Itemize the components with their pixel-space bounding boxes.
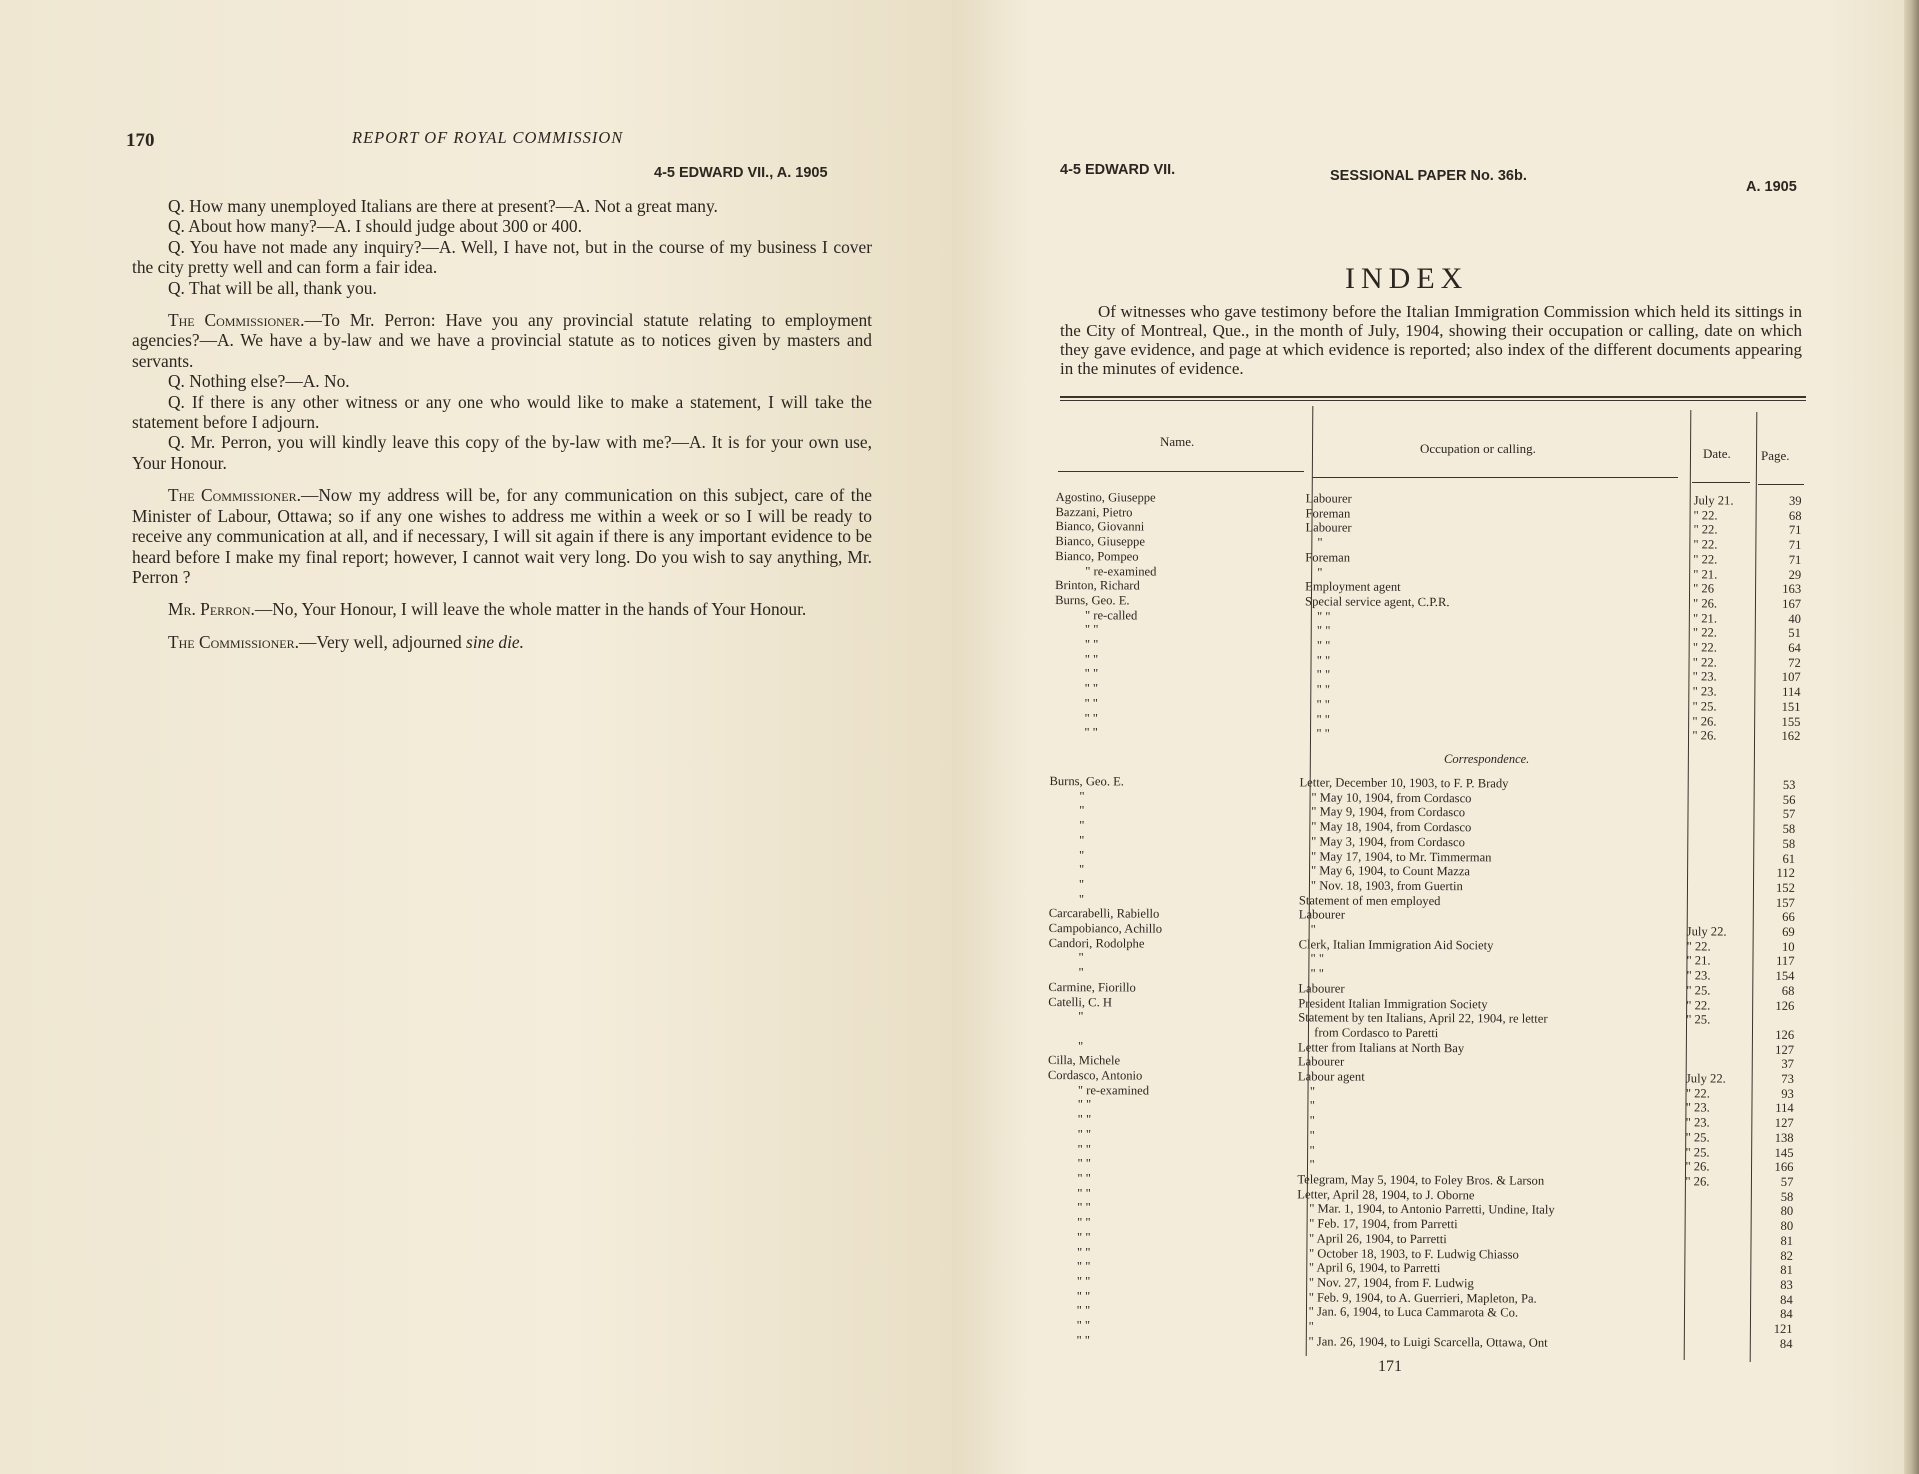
cell-occupation: " " <box>1316 667 1331 682</box>
cell-name: Brinton, Richard <box>1055 578 1140 593</box>
cell-name: " <box>1079 788 1085 803</box>
cell-occupation: from Cordasco to Paretti <box>1314 1025 1439 1041</box>
cell-page: 126 <box>1775 998 1795 1013</box>
cell-occupation: " May 3, 1904, from Cordasco <box>1311 834 1465 850</box>
cell-date: " 23. <box>1692 684 1717 699</box>
cell-page: 166 <box>1774 1160 1794 1175</box>
testimony-paragraph: Q. That will be all, thank you. <box>168 277 377 298</box>
cell-name: " <box>1078 1009 1084 1024</box>
cell-date: " 22. <box>1693 537 1718 552</box>
cell-name: Catelli, C. H <box>1048 994 1113 1009</box>
cell-occupation: " Jan. 6, 1904, to Luca Cammarota & Co. <box>1308 1304 1519 1320</box>
cell-name: " " <box>1077 1097 1092 1112</box>
cell-occupation: " " <box>1316 623 1331 638</box>
cell-name: Carmine, Fiorillo <box>1048 979 1136 995</box>
testimony-paragraph: Q. If there is any other witness or any one who would like to make a statement, I will take the statement before I adjourn. <box>132 391 872 433</box>
cell-date: " 26 <box>1693 581 1715 596</box>
cell-page: 68 <box>1781 983 1795 998</box>
cell-occupation: Special service agent, C.P.R. <box>1305 594 1450 610</box>
cell-page: 127 <box>1775 1042 1795 1057</box>
cell-date <box>1681 880 1751 895</box>
cell-occupation: " April 26, 1904, to Parretti <box>1309 1231 1447 1246</box>
cell-page: 84 <box>1779 1336 1793 1351</box>
left-edition-line: 4-5 EDWARD VII., A. 1905 <box>654 165 828 181</box>
page-edge <box>1904 0 1919 1474</box>
cell-name: Cilla, Michele <box>1047 1053 1121 1068</box>
cell-occupation: Letter, December 10, 1903, to F. P. Brady <box>1299 775 1509 791</box>
cell-occupation: " <box>1309 1084 1316 1099</box>
cell-occupation: Labourer <box>1305 520 1352 535</box>
cell-page: 58 <box>1780 1189 1794 1204</box>
cell-occupation: " <box>1310 922 1316 937</box>
cell-page: 145 <box>1774 1145 1794 1160</box>
cell-name: " " <box>1077 1112 1092 1127</box>
cell-name: " <box>1079 803 1085 818</box>
cell-date: " 22. <box>1693 522 1718 537</box>
cell-name: " " <box>1076 1332 1091 1347</box>
cell-occupation: " May 6, 1904, to Count Mazza <box>1310 863 1471 879</box>
cell-page: 112 <box>1776 866 1796 881</box>
cell-date <box>1679 1248 1749 1263</box>
cell-date <box>1679 1263 1749 1278</box>
header-underline <box>1758 484 1804 485</box>
cell-page: 81 <box>1780 1263 1793 1278</box>
cell-page: 37 <box>1781 1057 1795 1072</box>
cell-occupation: Statement of men employed <box>1298 892 1441 908</box>
cell-date <box>1679 1218 1749 1233</box>
cell-date <box>1680 1057 1750 1072</box>
cell-page: 162 <box>1781 729 1801 744</box>
cell-name: " re-called <box>1084 607 1138 623</box>
header-underline <box>1312 477 1678 478</box>
cell-page: 71 <box>1788 537 1802 553</box>
cell-occupation: " Feb. 17, 1904, from Parretti <box>1309 1216 1458 1232</box>
cell-page: 114 <box>1775 1101 1794 1116</box>
cell-name: " <box>1079 847 1085 862</box>
cell-page: 40 <box>1788 611 1802 626</box>
cell-occupation: " Mar. 1, 1904, to Antonio Parretti, Undine, Italy <box>1309 1201 1555 1218</box>
cell-date: " 23. <box>1692 669 1717 684</box>
cell-name: " " <box>1077 1171 1091 1186</box>
cell-occupation: " " <box>1316 653 1331 668</box>
header-underline <box>1058 471 1304 472</box>
cell-name: " " <box>1077 1127 1092 1142</box>
cell-occupation: Labourer <box>1298 981 1345 996</box>
cell-date: " 21. <box>1686 953 1711 968</box>
cell-occupation: " <box>1309 1142 1315 1158</box>
cell-name: Agostino, Giuseppe <box>1055 490 1156 505</box>
cell-page: 117 <box>1776 954 1795 969</box>
cell-date: July 22. <box>1686 924 1727 939</box>
witness-table <box>1054 490 1803 744</box>
speaker-commissioner: The Commissioner. <box>168 631 299 652</box>
cell-page: 73 <box>1781 1071 1794 1087</box>
cell-occupation: " May 10, 1904, from Cordasco <box>1311 790 1472 805</box>
cell-page: 82 <box>1780 1248 1794 1263</box>
cell-date <box>1679 1292 1749 1307</box>
cell-page: 167 <box>1782 596 1802 611</box>
cell-name: " " <box>1077 1141 1092 1156</box>
testimony-paragraph <box>132 599 872 619</box>
cell-date: " 22. <box>1685 1086 1710 1101</box>
cell-occupation: " Feb. 9, 1904, to A. Guerrieri, Mapleton, Pa. <box>1308 1290 1537 1306</box>
index-title: INDEX <box>1345 262 1469 295</box>
cell-occupation: " " <box>1316 682 1331 697</box>
cell-date <box>1681 895 1751 910</box>
cell-date: " 22. <box>1692 655 1717 670</box>
cell-page: 56 <box>1782 792 1796 807</box>
cell-page: 84 <box>1780 1292 1793 1307</box>
cell-page: 126 <box>1775 1027 1795 1042</box>
cell-date <box>1681 851 1751 866</box>
cell-name: Campobianco, Achillo <box>1048 921 1163 936</box>
cell-page: 53 <box>1782 777 1796 792</box>
testimony-paragraph <box>132 310 872 371</box>
cell-date <box>1681 836 1751 851</box>
testimony-paragraph: Q. Mr. Perron, you will kindly leave this copy of the by-law with me?—A. It is for your own use, Your Honour. <box>132 432 872 473</box>
cell-name: Candori, Rodolphe <box>1048 935 1145 951</box>
cell-page: 80 <box>1780 1218 1794 1234</box>
col-header-name: Name. <box>1160 434 1195 449</box>
cell-occupation: " <box>1309 1113 1315 1128</box>
cell-name: " " <box>1076 1259 1091 1274</box>
sine-die: sine die. <box>466 631 525 652</box>
cell-date: " 26. <box>1685 1174 1710 1189</box>
cell-name: " <box>1079 833 1085 848</box>
cell-date: July 21. <box>1693 493 1734 508</box>
cell-date: " 26. <box>1692 728 1717 743</box>
cell-name: Bianco, Pompeo <box>1055 548 1139 564</box>
cell-page: 69 <box>1782 924 1795 939</box>
right-page-number: 171 <box>1378 1358 1402 1375</box>
cell-occupation: " May 17, 1904, to Mr. Timmerman <box>1311 848 1492 864</box>
cell-occupation: Labourer <box>1298 907 1345 922</box>
cell-name: " " <box>1077 1229 1091 1245</box>
cell-name: " <box>1078 1038 1084 1053</box>
cell-name: Bazzani, Pietro <box>1055 504 1133 520</box>
correspondence-heading: Correspondence. <box>1444 752 1530 766</box>
cell-name: " " <box>1084 725 1098 740</box>
cell-date <box>1681 807 1751 822</box>
cell-occupation: Telegram, May 5, 1904, to Foley Bros. & Larson <box>1297 1172 1545 1188</box>
cell-occupation: Letter from Italians at North Bay <box>1298 1040 1465 1055</box>
cell-page: 138 <box>1774 1130 1794 1145</box>
cell-occupation: " October 18, 1903, to F. Ludwig Chiasso <box>1308 1245 1519 1262</box>
cell-name: " <box>1078 950 1084 965</box>
cell-date: " 25. <box>1685 1130 1710 1145</box>
cell-page: 84 <box>1780 1307 1793 1322</box>
cell-date <box>1679 1277 1749 1292</box>
cell-occupation: " " <box>1310 966 1324 981</box>
cell-date: " 22. <box>1693 552 1718 567</box>
cell-name: Burns, Geo. E. <box>1049 774 1125 789</box>
cell-date <box>1681 777 1751 792</box>
cell-name: " " <box>1084 666 1099 681</box>
cell-page: 121 <box>1773 1321 1793 1336</box>
cell-date: " 22. <box>1692 625 1718 640</box>
left-page-number: 170 <box>126 130 155 151</box>
cell-name: " " <box>1077 1156 1091 1171</box>
cell-name: Cordasco, Antonio <box>1047 1068 1143 1083</box>
header-rule <box>1060 396 1806 401</box>
cell-page: 83 <box>1780 1277 1793 1292</box>
cell-name: " " <box>1076 1274 1091 1289</box>
testimony-paragraph: Q. About how many?—A. I should judge about 300 or 400. <box>168 216 582 237</box>
cell-name: " " <box>1084 637 1099 652</box>
testimony-paragraph: Q. Nothing else?—A. No. <box>168 371 350 392</box>
cell-page: 57 <box>1780 1174 1794 1189</box>
cell-name: " <box>1078 891 1085 906</box>
cell-occupation: Statement by ten Italians, April 22, 1904, re letter <box>1298 1010 1548 1026</box>
cell-occupation: " Nov. 27, 1904, from F. Ludwig <box>1308 1275 1474 1291</box>
cell-name: " re-examined <box>1085 563 1157 579</box>
cell-date: " 22. <box>1686 939 1711 954</box>
cell-page: 68 <box>1788 508 1802 523</box>
col-header-page: Page. <box>1761 448 1790 463</box>
cell-page: 81 <box>1780 1233 1794 1248</box>
left-page <box>0 0 952 1474</box>
cell-name: " re-examined <box>1077 1082 1150 1098</box>
cell-occupation: " Nov. 18, 1903, from Guertin <box>1310 878 1463 894</box>
cell-page: 39 <box>1788 493 1802 508</box>
cell-date: " 25. <box>1692 699 1717 714</box>
cell-occupation: " <box>1308 1319 1314 1334</box>
cell-date <box>1678 1336 1748 1351</box>
cell-date: " 26. <box>1693 596 1718 611</box>
cell-date: " 22. <box>1686 997 1711 1013</box>
cell-page: 58 <box>1782 821 1796 837</box>
cell-occupation: " " <box>1316 711 1330 727</box>
cell-page: 157 <box>1775 895 1795 910</box>
speaker-commissioner: The Commissioner. <box>168 310 305 331</box>
right-edition-right: A. 1905 <box>1746 179 1797 195</box>
cell-page: 71 <box>1788 552 1802 567</box>
cell-name: " " <box>1084 681 1099 696</box>
testimony-text <box>132 196 872 652</box>
cell-date <box>1681 821 1751 836</box>
cell-date <box>1681 910 1751 925</box>
running-head: REPORT OF ROYAL COMMISSION <box>352 128 624 147</box>
cell-name: Bianco, Giovanni <box>1055 519 1145 534</box>
testimony-paragraph <box>132 632 872 652</box>
cell-occupation: Labourer <box>1305 491 1352 506</box>
cell-name: " " <box>1076 1288 1091 1303</box>
speaker-perron: Mr. Perron. <box>168 599 255 620</box>
cell-date: " 25. <box>1686 1012 1711 1027</box>
cell-page: 58 <box>1782 836 1796 851</box>
cell-name: Bianco, Giuseppe <box>1055 534 1145 549</box>
cell-name: " " <box>1084 696 1099 711</box>
cell-date: " 23. <box>1686 968 1711 983</box>
cell-date: " 25. <box>1685 1144 1710 1160</box>
cell-occupation: " April 6, 1904, to Parretti <box>1308 1260 1441 1276</box>
cell-page: 72 <box>1788 655 1801 670</box>
testimony-paragraph: Q. How many unemployed Italians are there at present?—A. Not a great many. <box>168 196 718 216</box>
cell-occupation: " " <box>1310 951 1325 966</box>
cell-name: " " <box>1084 622 1099 637</box>
cell-occupation: " <box>1309 1157 1315 1172</box>
cell-name <box>1048 1024 1298 1040</box>
cell-page: 66 <box>1782 910 1795 925</box>
cell-name: " " <box>1077 1200 1091 1215</box>
cell-name: " <box>1078 877 1085 892</box>
cell-occupation: " <box>1309 1098 1315 1113</box>
cell-page: 114 <box>1782 684 1801 700</box>
cell-page: 93 <box>1781 1086 1794 1101</box>
speaker-commissioner: The Commissioner. <box>168 485 301 506</box>
cell-name: Carcarabelli, Rabiello <box>1048 906 1160 921</box>
cell-date: " 22. <box>1692 640 1717 655</box>
paragraph-text: —To Mr. Perron: Have you any provincial statute relating to employment agencies?—A. We have a by-law and we have a provincial statute as to notices given by masters and servants. <box>132 310 872 371</box>
cell-date <box>1680 1042 1750 1057</box>
cell-occupation: " " <box>1316 609 1331 624</box>
cell-occupation: " May 18, 1904, from Cordasco <box>1311 819 1472 835</box>
cell-date: " 23. <box>1685 1100 1710 1115</box>
cell-date: " 22. <box>1693 508 1718 523</box>
cell-page: 10 <box>1781 939 1795 954</box>
cell-name: " " <box>1076 1303 1091 1318</box>
cell-occupation: " " <box>1316 697 1331 712</box>
paragraph-text: —Very well, adjourned <box>298 631 467 652</box>
index-intro: Of witnesses who gave testimony before the Italian Immigration Commission which held its sittings in the City of Montreal, Que., in the month of July, 1904, showing their occupation or calling, date on which they gave evidence, and page at which evidence is reported; also index of the different documents appearing in the minutes of evidence. <box>1060 302 1802 378</box>
sessional-paper: SESSIONAL PAPER No. 36b. <box>1330 168 1527 184</box>
cell-date <box>1679 1307 1749 1322</box>
cell-page <box>1750 1013 1796 1028</box>
col-header-occupation: Occupation or calling. <box>1420 441 1536 456</box>
cell-date: " 26. <box>1685 1159 1710 1174</box>
cell-page: 151 <box>1781 699 1801 714</box>
cell-name: " " <box>1084 651 1099 667</box>
cell-occupation: Clerk, Italian Immigration Aid Society <box>1298 937 1494 953</box>
cell-date <box>1681 792 1751 807</box>
cell-date <box>1679 1204 1749 1219</box>
cell-page: 152 <box>1775 880 1795 895</box>
cell-occupation: Labourer <box>1297 1054 1345 1069</box>
cell-page: 127 <box>1774 1116 1794 1131</box>
cell-date: " 21. <box>1692 611 1718 626</box>
cell-date: " 25. <box>1686 983 1711 998</box>
cell-page: 71 <box>1788 523 1802 538</box>
cell-date <box>1681 866 1751 881</box>
cell-occupation: " <box>1317 564 1323 579</box>
cell-date: " 26. <box>1692 713 1717 729</box>
cell-page: 155 <box>1781 714 1801 729</box>
cell-date <box>1679 1189 1749 1204</box>
cell-date <box>1679 1321 1749 1336</box>
cell-page: 163 <box>1782 582 1802 597</box>
right-edition-left: 4-5 EDWARD VII. <box>1060 162 1176 178</box>
cell-name: Burns, Geo. E. <box>1055 592 1130 608</box>
testimony-paragraph <box>132 485 872 587</box>
cell-name: " <box>1079 818 1085 833</box>
cell-date: " 23. <box>1685 1115 1710 1130</box>
cell-date <box>1679 1233 1749 1248</box>
cell-date: " 21. <box>1693 566 1718 582</box>
witness-rows <box>1054 490 1803 744</box>
cell-name: " " <box>1084 710 1098 725</box>
cell-occupation: Employment agent <box>1305 579 1401 595</box>
paragraph-text: —No, Your Honour, I will leave the whole matter in the hands of Your Honour. <box>254 599 807 620</box>
cell-page: 51 <box>1788 626 1801 641</box>
cell-occupation: Letter, April 28, 1904, to J. Oborne <box>1297 1187 1475 1202</box>
cell-page: 61 <box>1782 851 1796 866</box>
cell-page: 57 <box>1782 807 1796 822</box>
cell-occupation: " May 9, 1904, from Cordasco <box>1311 804 1466 820</box>
cell-occupation: Foreman <box>1305 506 1351 521</box>
cell-name: " <box>1078 862 1085 877</box>
header-underline <box>1692 482 1750 483</box>
cell-occupation: " <box>1317 535 1323 550</box>
cell-occupation: " " <box>1316 726 1330 741</box>
cell-page: 29 <box>1788 567 1802 582</box>
cell-name: " " <box>1076 1318 1091 1333</box>
cell-page: 64 <box>1788 640 1801 655</box>
cell-name: " " <box>1077 1215 1091 1230</box>
cell-occupation: President Italian Immigration Society <box>1298 995 1488 1011</box>
cell-occupation: Foreman <box>1305 550 1351 565</box>
cell-name: " " <box>1077 1185 1091 1200</box>
cell-date <box>1680 1027 1750 1042</box>
testimony-paragraph: Q. You have not made any inquiry?—A. Well, I have not, but in the course of my business I cover the city pretty well and can form a fair idea. <box>132 236 872 278</box>
cell-occupation: " Jan. 26, 1904, to Luigi Scarcella, Ottawa, Ont <box>1308 1334 1548 1350</box>
correspondence-rows <box>1047 774 1798 1351</box>
cell-name: " " <box>1076 1244 1091 1259</box>
cell-occupation: " " <box>1316 638 1331 653</box>
cell-page: 154 <box>1775 968 1795 984</box>
paragraph-text: —Now my address will be, for any communication on this subject, care of the Minister of Labour, Ottawa; so if any one wishes to address me within a week or so I will be ready to receive any communication at all, and if necessary, I will sit again if there is any important evidence to be heard before I make my final report; however, I cannot wait very long. Do you wish to say anything, Mr. Perron ? <box>132 485 872 587</box>
col-header-date: Date. <box>1703 446 1731 461</box>
cell-occupation: " <box>1309 1128 1315 1143</box>
correspondence-table <box>1047 774 1798 1351</box>
cell-page: 80 <box>1780 1204 1794 1219</box>
cell-page: 107 <box>1781 670 1801 685</box>
cell-occupation: Labour agent <box>1297 1069 1365 1084</box>
cell-name: " <box>1078 965 1084 980</box>
cell-date: July 22. <box>1685 1071 1726 1086</box>
